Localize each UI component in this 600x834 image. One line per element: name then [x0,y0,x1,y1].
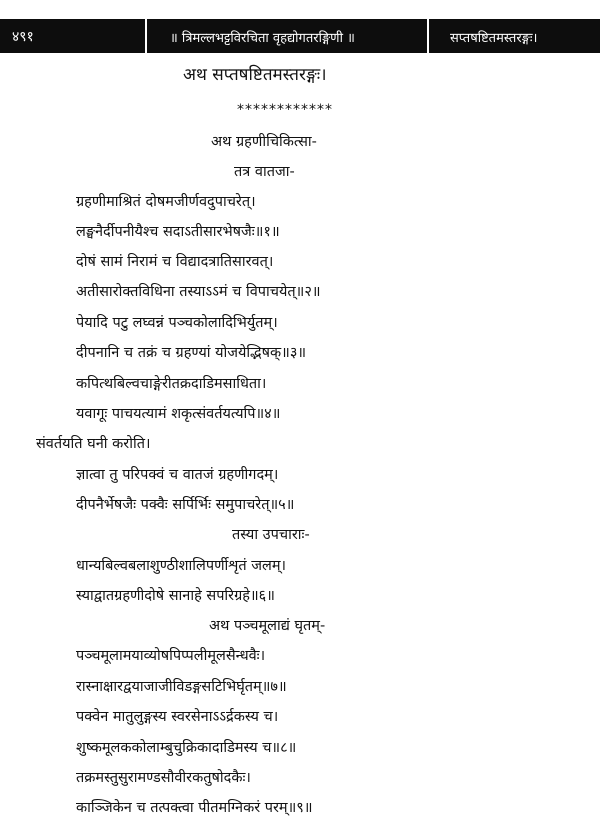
chapter-title: अथ सप्तषष्टितमस्तरङ्गः। [183,65,327,85]
verse-line: रास्नाक्षारद्वयाजाजीविडङ्गसटिभिर्घृतम्॥७॥ [76,679,287,695]
verse-line: ज्ञात्वा तु परिपक्वं च वातजं ग्रहणीगदम्। [76,467,279,483]
verse-line: शुष्कमूलककोलाम्बुचुक्रिकादाडिमस्य च॥८॥ [76,740,297,756]
separator-stars: ************ [237,102,333,118]
subsection-heading: तस्या उपचाराः- [232,527,310,543]
verse-line: लङ्घनैर्दीपनीयैश्च सदाऽतीसारभेषजैः॥१॥ [76,224,280,240]
section-heading: अथ पञ्चमूलाद्यं घृतम्- [209,618,326,634]
book-title: ॥ त्रिमल्लभट्टविरचिता वृहद्योगतरङ्गिणी ॥ [170,31,355,46]
verse-line: कपित्थबिल्वचाङ्गेरीतक्रदाडिमसाधिता। [76,376,267,392]
verse-line: यवागूः पाचयत्यामं शकृत्संवर्तयत्यपि॥४॥ [76,406,281,422]
verse-line: पञ्चमूलामयाव्योषपिप्पलीमूलसैन्धवैः। [76,648,266,664]
page-number: ४९१ [12,29,34,45]
section-heading: अथ ग्रहणीचिकित्सा- [211,134,317,150]
subsection-heading: तत्र वातजा- [234,164,295,180]
verse-line: दोषं सामं निरामं च विद्यादत्रातिसारवत्। [76,254,274,270]
verse-line: दीपनानि च तक्रं च ग्रहण्यां योजयेद्भिषक्॥३॥ [76,345,307,361]
verse-line: पेयादि पटु लघ्वन्नं पञ्चकोलादिभिर्युतम्। [76,315,278,331]
verse-line: पक्वेन मातुलुङ्गस्य स्वरसेनाऽऽर्द्रकस्य च। [76,709,279,725]
commentary-line: संवर्तयति घनी करोति। [36,436,151,452]
verse-line: स्याद्वातग्रहणीदोषे सानाहे सपरिग्रहे॥६॥ [76,588,275,604]
verse-line: अतीसारोक्तविधिना तस्याऽऽमं च विपाचयेत्॥२॥ [76,284,321,300]
header-divider-right [427,19,429,53]
verse-line: धान्यबिल्वबलाशुण्ठीशालिपर्णीशृतं जलम्। [76,558,287,574]
header-divider-left [145,19,147,53]
verse-line: ग्रहणीमाश्रितं दोषमजीर्णवदुपाचरेत्। [76,194,256,210]
running-header [0,19,600,53]
chapter-running-title: सप्तषष्टितमस्तरङ्गः। [450,31,538,46]
verse-line: दीपनैर्भेषजैः पक्वैः सर्पिर्भिः समुपाचरेत्॥५॥ [76,497,295,513]
verse-line: काञ्जिकेन च तत्पक्त्वा पीतमग्निकरं परम्॥९॥ [76,800,313,816]
verse-line: तक्रमस्तुसुरामण्डसौवीरकतुषोदकैः। [76,770,251,786]
